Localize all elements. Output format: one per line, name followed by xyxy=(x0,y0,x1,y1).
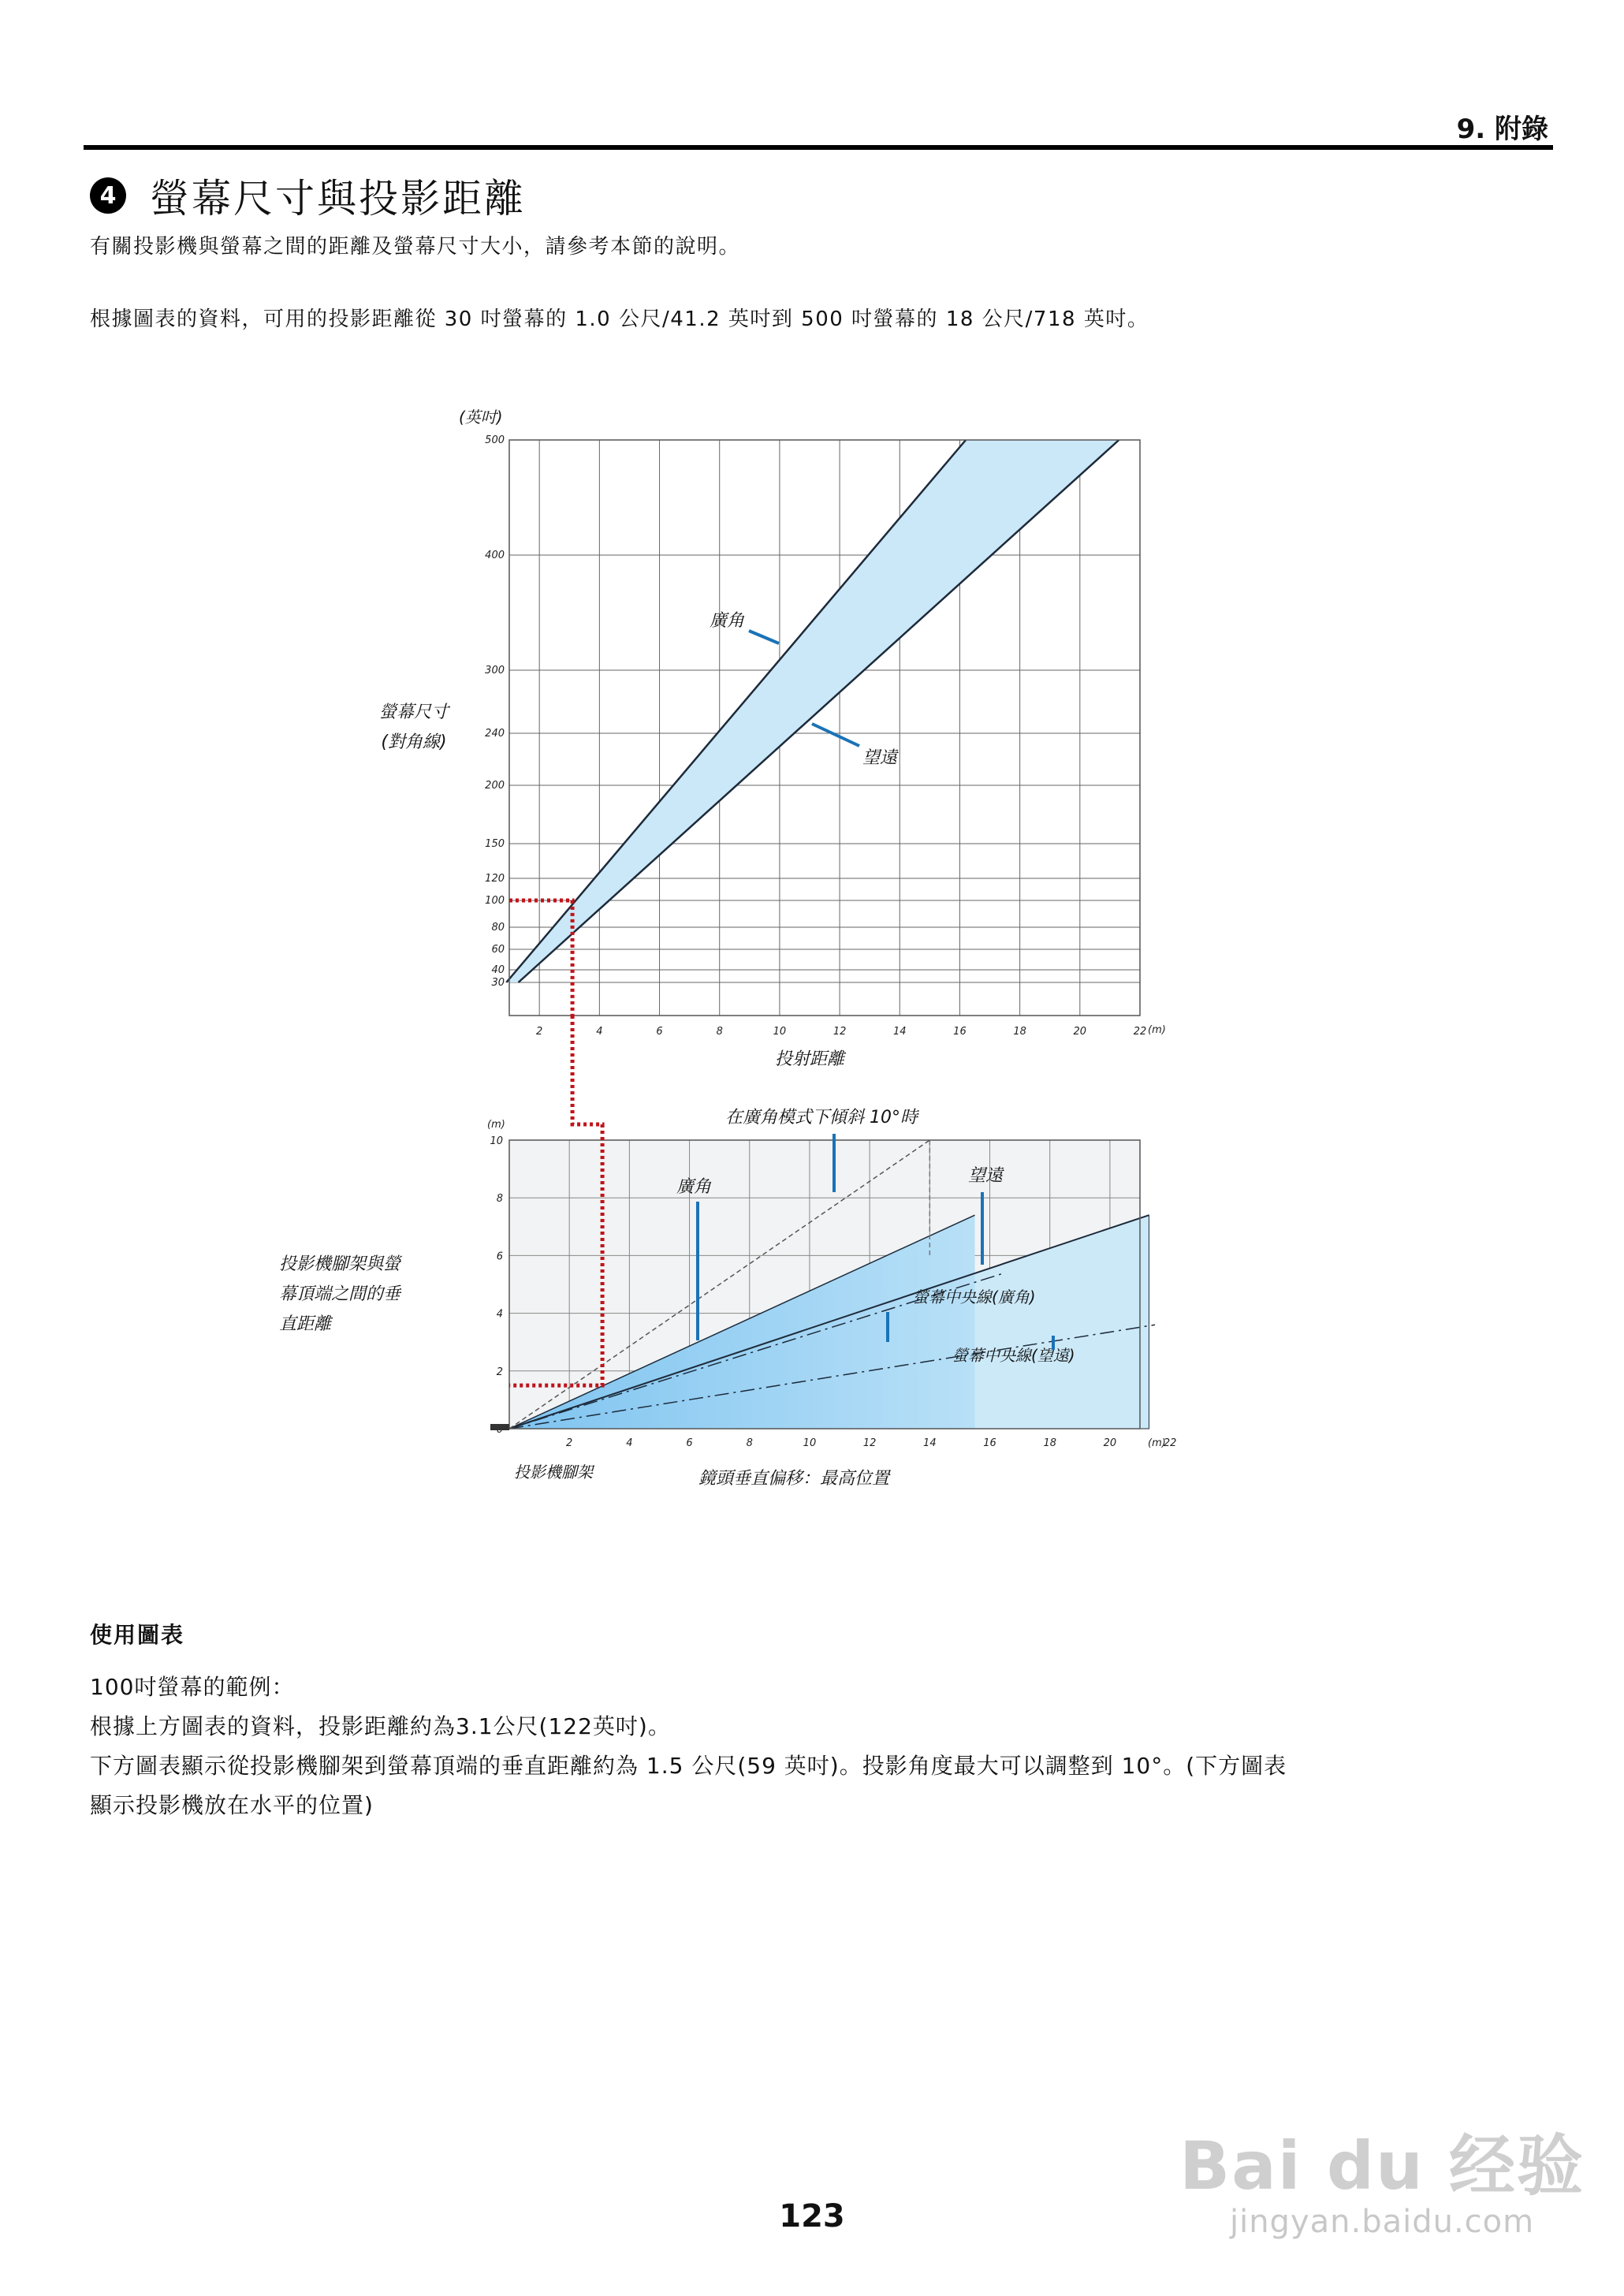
section-number: 4 xyxy=(90,177,126,214)
upper-x-tick: 4 xyxy=(596,1026,603,1038)
usage-line-1: 100吋螢幕的範例： xyxy=(90,1674,295,1700)
lower-y-tick: 2 xyxy=(496,1366,503,1378)
lower-y-ticks xyxy=(490,1135,503,1436)
upper-x-tick: 18 xyxy=(1013,1026,1026,1038)
upper-x-tick: 20 xyxy=(1073,1026,1087,1038)
lower-y-tick: 8 xyxy=(496,1193,503,1206)
upper-x-label: 投射距離 xyxy=(774,1049,845,1069)
upper-x-unit: (m) xyxy=(1148,1024,1166,1036)
lower-center-tele-annot: 螢幕中央線(望遠) xyxy=(952,1346,1075,1365)
upper-y-tick: 40 xyxy=(491,964,505,976)
upper-x-tick: 2 xyxy=(536,1026,543,1038)
lower-y-label-3: 直距離 xyxy=(279,1314,332,1334)
lower-x-tick: 2 xyxy=(566,1437,573,1449)
lower-x-label: 鏡頭垂直偏移：最高位置 xyxy=(698,1469,890,1489)
lower-x-tick: 6 xyxy=(686,1437,693,1449)
lower-center-wide-annot: 螢幕中央線(廣角) xyxy=(913,1288,1036,1306)
upper-wide-line xyxy=(506,440,966,982)
upper-chart-grid xyxy=(509,440,1140,1016)
upper-x-ticks xyxy=(536,1026,1146,1038)
upper-y-tick: 400 xyxy=(485,550,505,561)
upper-x-tick: 10 xyxy=(773,1026,787,1038)
lower-title: 在廣角模式下傾斜 10°時 xyxy=(725,1108,918,1128)
upper-tele-line xyxy=(519,440,1119,982)
lower-wide-annot: 廣角 xyxy=(676,1177,712,1197)
upper-y-tick: 60 xyxy=(491,944,505,956)
upper-x-tick: 8 xyxy=(716,1026,723,1038)
lower-tele-annot: 望遠 xyxy=(968,1166,1004,1186)
lower-y-label-2: 幕頂端之間的垂 xyxy=(279,1284,401,1304)
upper-y-tick: 200 xyxy=(485,780,505,792)
lower-y-tick: 6 xyxy=(496,1250,503,1263)
lower-y-unit: (m) xyxy=(487,1119,505,1131)
upper-chart-band xyxy=(506,440,1119,982)
upper-wide-annot: 廣角 xyxy=(710,611,745,631)
lower-x-tick: 20 xyxy=(1103,1437,1117,1449)
upper-tele-annot: 望遠 xyxy=(862,748,898,768)
upper-y-unit: (英吋) xyxy=(459,408,503,427)
lower-x-ticks xyxy=(566,1437,1176,1449)
chapter-header: 9. 附錄 xyxy=(1456,114,1548,145)
lower-x-tick: 4 xyxy=(626,1437,633,1449)
upper-chart-frame xyxy=(509,440,1140,1016)
lower-x-tick: 8 xyxy=(746,1437,753,1449)
usage-line-2: 根據上方圖表的資料，投影距離約為3.1公尺(122英吋)。 xyxy=(90,1713,671,1739)
usage-line-3: 下方圖表顯示從投影機腳架到螢幕頂端的垂直距離約為 1.5 公尺(59 英吋)。投影角度最大可以調整到 10°。(下方圖表 xyxy=(90,1753,1287,1779)
upper-wide-pointer xyxy=(749,631,779,643)
upper-y-tick: 500 xyxy=(485,434,505,446)
upper-x-tick: 22 xyxy=(1133,1026,1147,1038)
upper-y-label-2: (對角線) xyxy=(381,732,447,752)
watermark-main: Bai du 经验 xyxy=(1179,2127,1585,2205)
usage-line-4: 顯示投影機放在水平的位置) xyxy=(90,1792,374,1818)
intro-paragraph: 有關投影機與螢幕之間的距離及螢幕尺寸大小，請參考本節的說明。 xyxy=(90,235,741,259)
projector-icon xyxy=(490,1424,509,1430)
lower-x-tick: 12 xyxy=(862,1437,877,1449)
range-paragraph: 根據圖表的資料，可用的投影距離從 30 吋螢幕的 1.0 公尺/41.2 英吋到 500 吋螢幕的 18 公尺/718 英吋。 xyxy=(90,308,1149,331)
usage-heading: 使用圖表 xyxy=(90,1622,185,1648)
upper-y-tick: 150 xyxy=(485,838,505,850)
upper-x-tick: 14 xyxy=(892,1026,907,1038)
upper-y-label-1: 螢幕尺寸 xyxy=(378,703,449,722)
section-title: 螢幕尺寸與投影距離 xyxy=(150,176,526,222)
upper-y-tick: 80 xyxy=(491,922,505,934)
upper-y-tick: 100 xyxy=(485,895,505,907)
lower-origin-label: 投影機腳架 xyxy=(514,1463,593,1482)
watermark-sub: jingyan.baidu.com xyxy=(1229,2204,1535,2240)
upper-x-tick: 16 xyxy=(953,1026,967,1038)
upper-y-tick: 30 xyxy=(491,977,505,989)
upper-x-tick: 12 xyxy=(832,1026,847,1038)
lower-x-tick: 16 xyxy=(983,1437,996,1449)
lower-y-tick: 10 xyxy=(490,1135,503,1147)
lower-x-tick: 14 xyxy=(923,1437,937,1449)
lower-x-tick: 18 xyxy=(1043,1437,1056,1449)
lower-y-label-1: 投影機腳架與螢 xyxy=(279,1254,401,1274)
lower-x-unit: (m) xyxy=(1148,1437,1166,1449)
page-number: 123 xyxy=(779,2198,845,2234)
lower-y-tick: 4 xyxy=(496,1308,503,1321)
upper-y-tick: 240 xyxy=(485,728,505,740)
upper-y-ticks xyxy=(485,434,505,989)
lower-x-tick: 10 xyxy=(803,1437,817,1449)
upper-x-tick: 6 xyxy=(656,1026,663,1038)
upper-tele-pointer xyxy=(812,724,859,746)
upper-y-tick: 300 xyxy=(485,665,505,676)
lower-x-tick: 22 xyxy=(1163,1437,1177,1449)
upper-y-tick: 120 xyxy=(485,873,505,885)
